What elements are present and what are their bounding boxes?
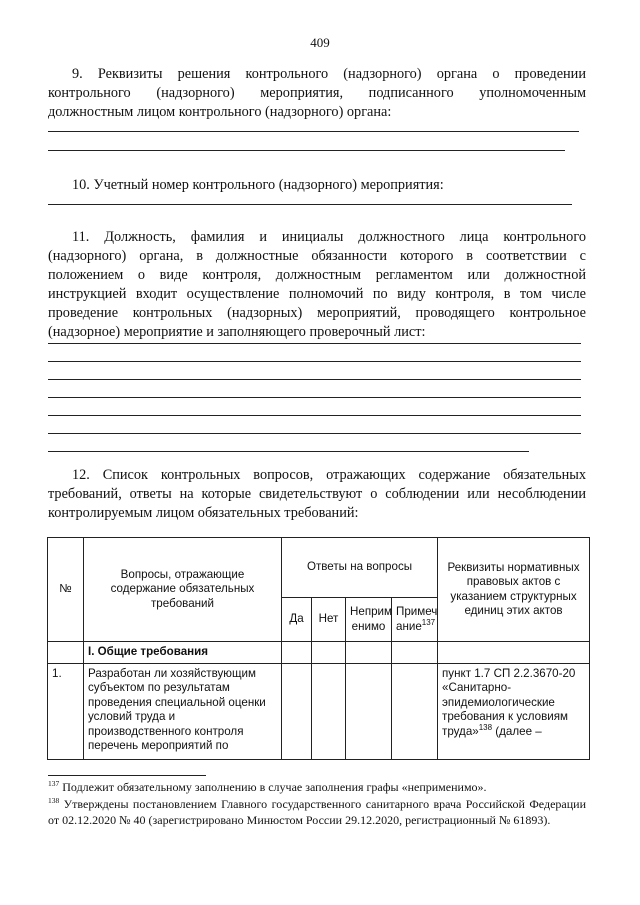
header-number: №	[48, 538, 84, 642]
fill-line	[48, 379, 581, 380]
row-requisite-tail: (далее –	[492, 724, 542, 738]
fill-line	[48, 451, 529, 452]
fill-line	[48, 433, 581, 434]
fill-line	[48, 150, 565, 151]
answer-no-cell[interactable]	[312, 663, 346, 759]
fill-line	[48, 415, 581, 416]
item-11-text: 11. Должность, фамилия и инициалы должностного лица контрольного (надзорного) органа, в должностные обязанности которого в соответствии с положением о виде контроля, должностным регламентом или должностной инструкцией входит осуществление полномочий по виду контроля, в том числе проведение контрольных (надзорных) мероприятий, проводящего контрольное (надзорное) мероприятие и заполняющего проверочный лист:	[48, 229, 586, 340]
answer-note-cell[interactable]	[392, 663, 438, 759]
header-not-applicable: Неприм енимо	[346, 598, 392, 642]
row-requisite	[438, 663, 590, 759]
header-note-label: Примеч ание	[396, 605, 438, 633]
header-questions: Вопросы, отражающие содержание обязательных требований	[84, 538, 282, 642]
footnote-text: Утверждены постановлением Главного государственного санитарного врача Российской Федерации от 02.12.2020 № 40 (зарегистрировано Минюстом России 29.12.2020, регистрационный № 61893).	[48, 797, 586, 827]
footnote-ref: 138	[478, 722, 493, 732]
fill-line	[48, 204, 572, 205]
section-number-cell	[48, 642, 84, 664]
answer-yes-cell[interactable]	[282, 663, 312, 759]
header-no: Нет	[312, 598, 346, 642]
answer-cell	[346, 642, 392, 664]
table-section-row	[48, 642, 590, 664]
fill-line	[48, 361, 581, 362]
fill-line	[48, 131, 579, 132]
item-9-text: 9. Реквизиты решения контрольного (надзорного) органа о проведении контрольного (надзорного) мероприятия, подписанного уполномоченным должностным лицом контрольного (надзорного) органа:	[48, 66, 586, 120]
item-12-text: 12. Список контрольных вопросов, отражающих содержание обязательных требований, ответы на которые свидетельствуют о соблюдении или несоблюдении контролируемым лицом обязательных требований:	[48, 467, 586, 521]
footnote-text: Подлежит обязательному заполнению в случае заполнения графы «неприменимо».	[59, 780, 487, 794]
row-requisite-text: пункт 1.7 СП 2.2.3670-20 «Санитарно-эпидемиологические требования к условиям труда»	[442, 666, 576, 738]
footnote-138	[48, 796, 586, 828]
footnote-marker: 138	[48, 796, 60, 805]
footnote-ref: 137	[421, 617, 436, 627]
row-number: 1.	[48, 663, 84, 759]
header-yes: Да	[282, 598, 312, 642]
page-number: 409	[310, 35, 330, 50]
answer-not-applicable-cell[interactable]	[346, 663, 392, 759]
answer-cell	[392, 642, 438, 664]
header-note	[392, 598, 438, 642]
header-answers: Ответы на вопросы	[282, 538, 438, 598]
fill-line	[48, 343, 581, 344]
fill-line	[48, 397, 581, 398]
footnote-137	[48, 779, 586, 795]
footnote-separator	[48, 775, 206, 776]
requisite-cell	[438, 642, 590, 664]
checklist-table	[47, 537, 590, 760]
header-requisites: Реквизиты нормативных правовых актов с указанием структурных единиц этих актов	[438, 538, 590, 642]
table-row	[48, 663, 590, 759]
answer-cell	[282, 642, 312, 664]
item-10-text: 10. Учетный номер контрольного (надзорного) мероприятия:	[72, 177, 444, 193]
row-question: Разработан ли хозяйствующим субъектом по результатам проведения специальной оценки условий труда и производственного контроля перечень мероприятий по	[84, 663, 282, 759]
answer-cell	[312, 642, 346, 664]
footnote-marker: 137	[48, 779, 60, 788]
section-title: I. Общие требования	[84, 642, 282, 664]
